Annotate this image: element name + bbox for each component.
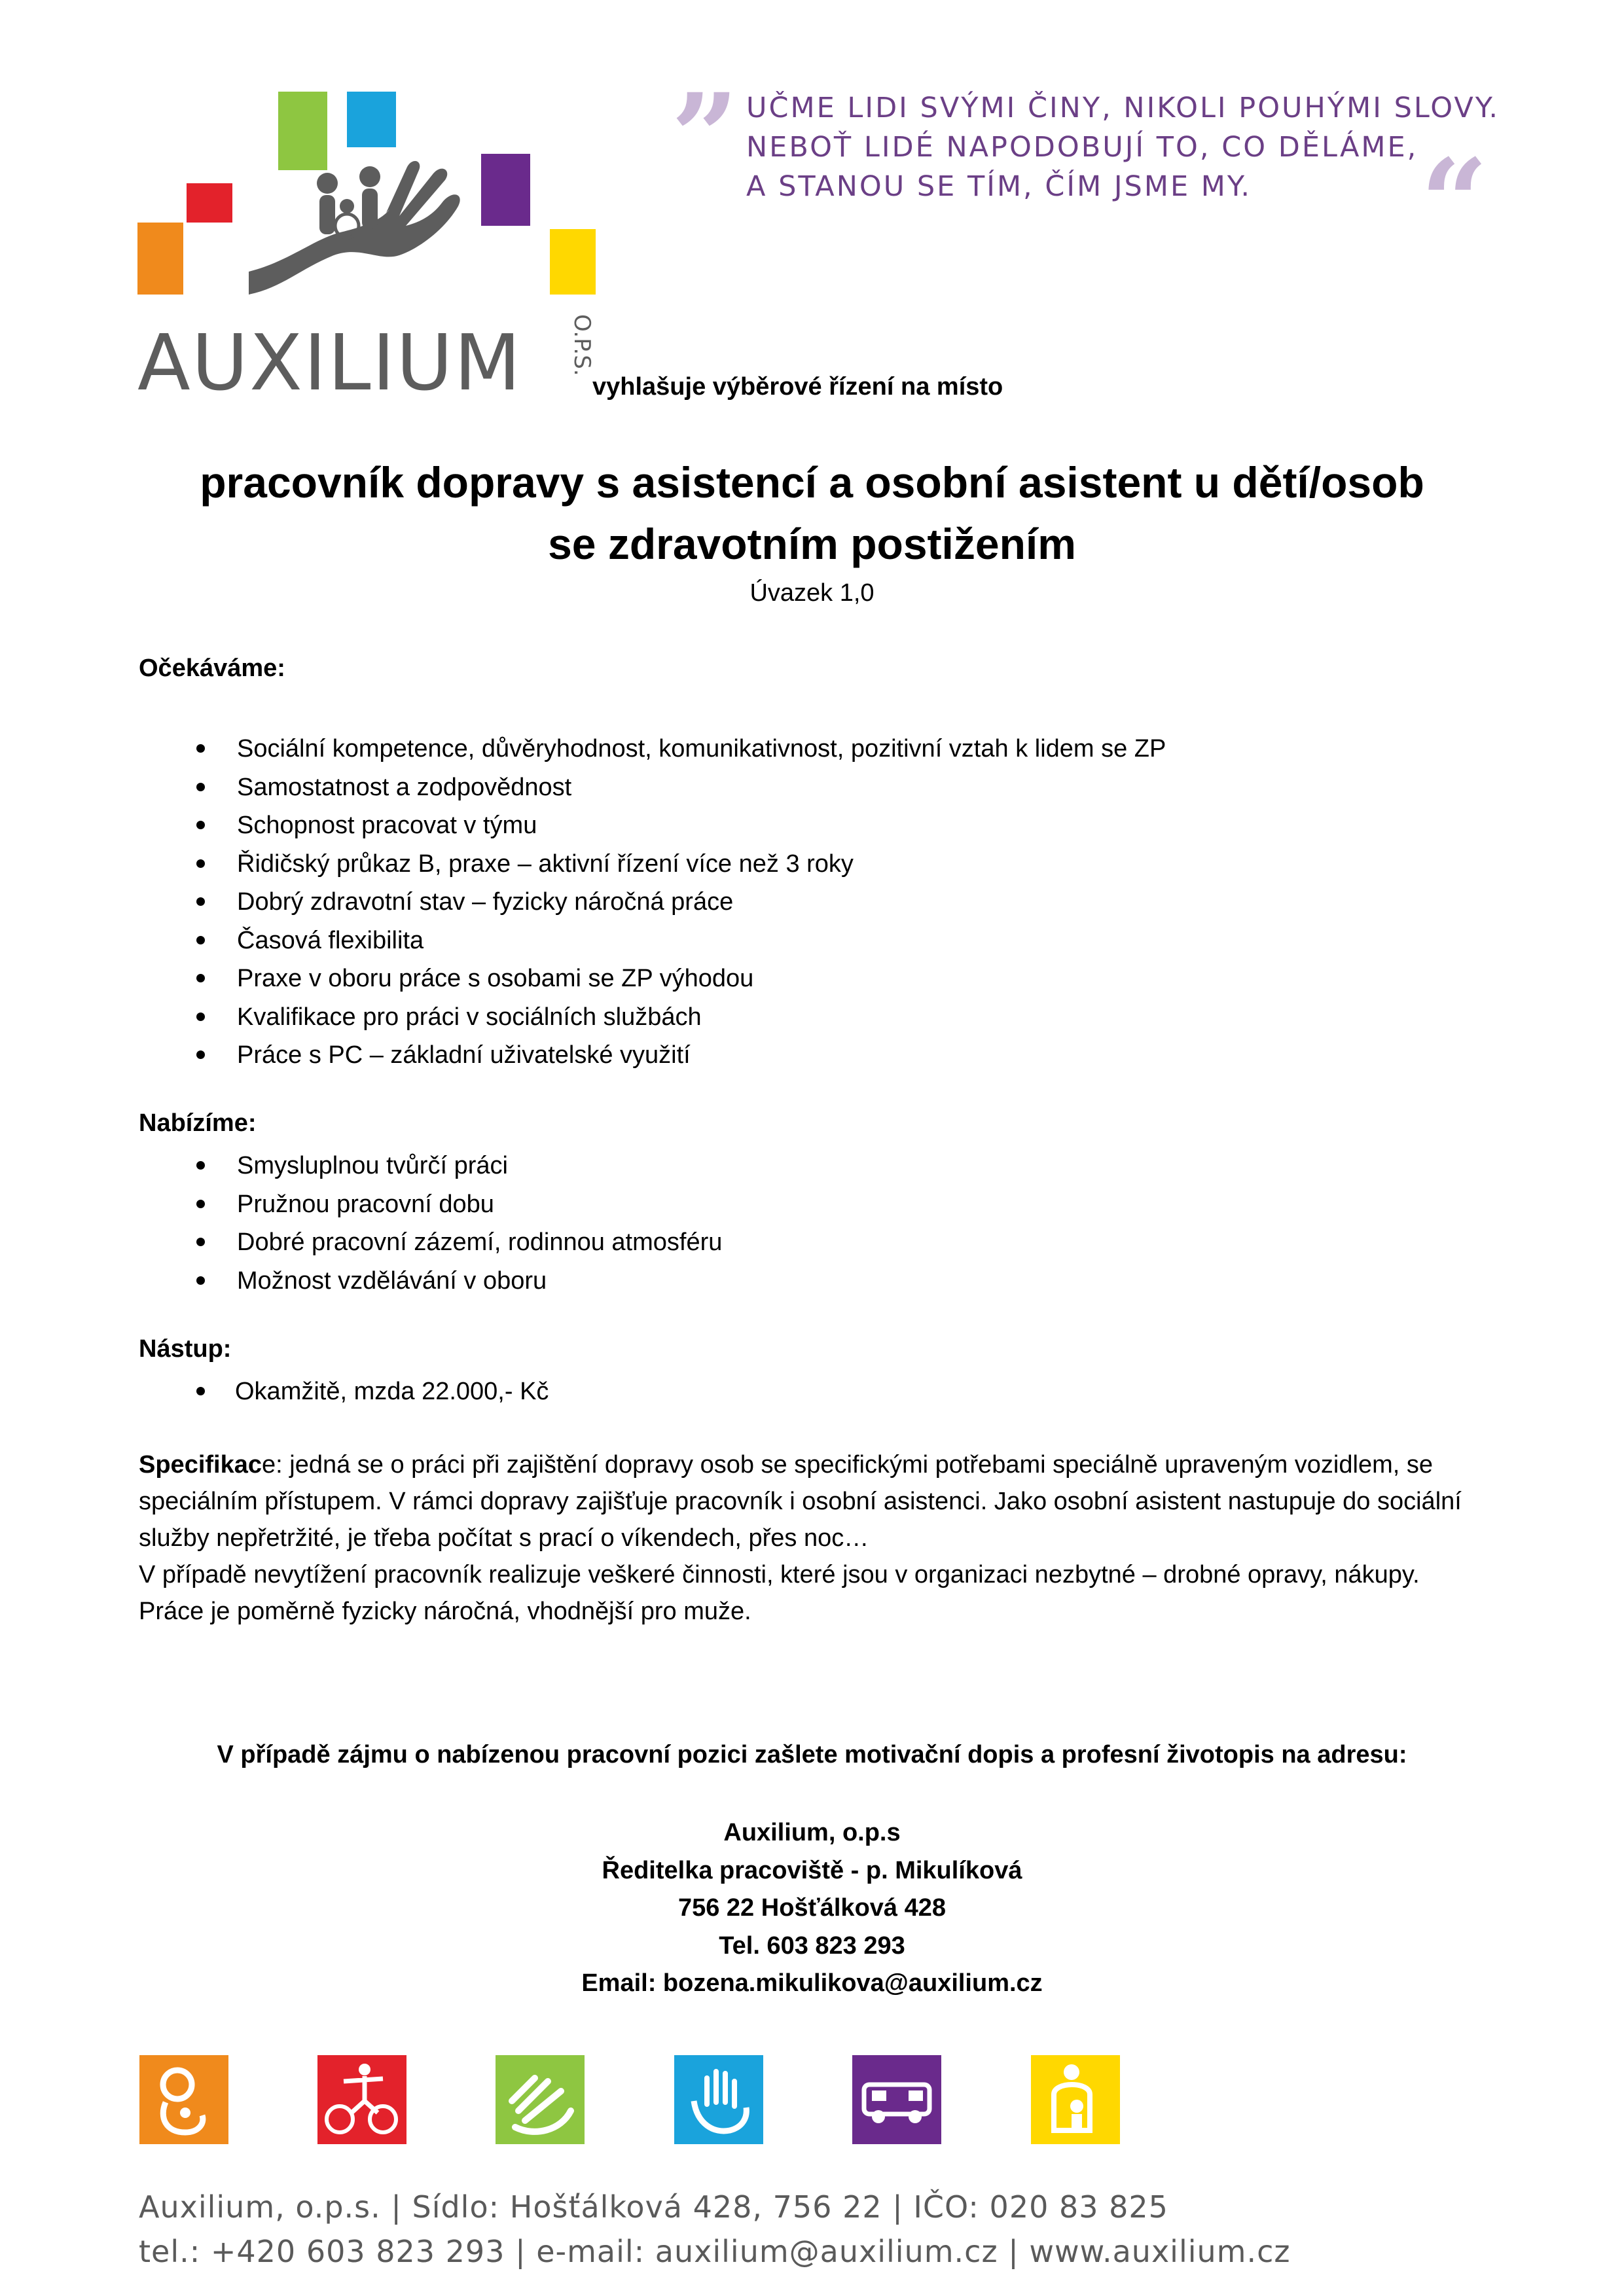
expectations-list — [139, 730, 1513, 1075]
list-item: Okamžitě, mzda 22.000,- Kč — [139, 1372, 1513, 1411]
footer-address-line: Auxilium, o.p.s. | Sídlo: Hošťálková 428, 756 22 | IČO: 020 83 825 — [139, 2189, 1168, 2225]
list-item: Řidičský průkaz B, praxe – aktivní řízení více než 3 roky — [139, 845, 1513, 884]
list-item: Sociální kompetence, důvěryhodnost, komunikativnost, pozitivní vztah k lidem se ZP — [139, 730, 1513, 768]
early-care-icon — [139, 2055, 228, 2144]
start-list — [139, 1372, 1513, 1411]
quote-line-1: UČME LIDI SVÝMI ČINY, NIKOLI POUHÝMI SLOVY. — [746, 92, 1500, 124]
list-item: Pružnou pracovní dobu — [139, 1185, 1513, 1224]
list-item: Smysluplnou tvůrčí práci — [139, 1147, 1513, 1185]
list-item: Samostatnost a zodpovědnost — [139, 768, 1513, 807]
logo-suffix: O.P.S. — [569, 314, 595, 376]
contact-address — [0, 1814, 1624, 2003]
specification-label-rest: e: — [262, 1451, 283, 1479]
specification-paragraph-1 — [139, 1446, 1507, 1556]
specification-text-1: jedná se o práci při zajištění dopravy osob se specifickými potřebami speciálně upraveným vozidlem, se speciálním přístupem. V rámci dopravy zajišťuje pracovník i osobní asistenci. Jako osobní asistent nastupuje do sociální služby nepřetržité, je třeba počítat s prací o víkendech, přes noc… — [139, 1451, 1462, 1552]
interest-note: V případě zájmu o nabízenou pracovní pozici zašlete motivační dopis a profesní životopis na adresu: — [217, 1741, 1407, 1768]
logo-graphic — [137, 92, 596, 399]
offer-list — [139, 1147, 1513, 1300]
quote-line-2: NEBOŤ LIDÉ NAPODOBUJÍ TO, CO DĚLÁME, — [746, 131, 1418, 164]
job-title — [0, 452, 1624, 575]
close-quote-icon: “ — [1420, 134, 1489, 272]
sign-language-icon — [674, 2055, 763, 2144]
workload: Úvazek 1,0 — [749, 579, 875, 607]
specification-paragraph-2: V případě nevytížení pracovník realizuje veškeré činnosti, které jsou v organizaci nezbytné – drobné opravy, nákupy. — [139, 1561, 1420, 1588]
list-item: Praxe v oboru práce s osobami se ZP výhodou — [139, 960, 1513, 998]
motto-quote — [671, 68, 1515, 272]
family-children-icon — [317, 2055, 406, 2144]
auxilium-logo — [137, 92, 596, 399]
specification-label: Specifikac — [139, 1451, 262, 1479]
specification — [139, 1446, 1507, 1630]
footer-contact-line: tel.: +420 603 823 293 | e-mail: auxilium@auxilium.cz | www.auxilium.cz — [139, 2234, 1291, 2269]
job-title-line-2: se zdravotním postižením — [548, 520, 1076, 568]
list-item: Časová flexibilita — [139, 922, 1513, 960]
logo-wordmark: AUXILIUM — [137, 317, 522, 399]
address-org: Auxilium, o.p.s — [723, 1819, 901, 1846]
hands-icon — [496, 2055, 585, 2144]
address-contact-person: Ředitelka pracoviště - p. Mikulíková — [602, 1856, 1022, 1884]
address-email: Email: bozena.mikulikova@auxilium.cz — [581, 1969, 1043, 1997]
assistance-people-icon — [1031, 2055, 1120, 2144]
specification-paragraph-3: Práce je poměrně fyzicky náročná, vhodnější pro muže. — [139, 1598, 751, 1625]
address-street: 756 22 Hošťálková 428 — [677, 1894, 947, 1922]
quote-line-3: A STANOU SE TÍM, ČÍM JSME MY. — [746, 170, 1252, 203]
list-item: Schopnost pracovat v týmu — [139, 806, 1513, 845]
list-item: Dobré pracovní zázemí, rodinnou atmosféru — [139, 1223, 1513, 1262]
transport-van-icon — [852, 2055, 941, 2144]
list-item: Práce s PC – základní uživatelské využití — [139, 1036, 1513, 1075]
expectations-heading: Očekáváme: — [139, 655, 285, 682]
job-title-line-1: pracovník dopravy s asistencí a osobní asistent u dětí/osob — [200, 458, 1424, 507]
address-phone: Tel. 603 823 293 — [719, 1931, 905, 1960]
offer-heading: Nabízíme: — [139, 1109, 257, 1137]
list-item: Dobrý zdravotní stav – fyzicky náročná práce — [139, 883, 1513, 922]
open-quote-icon: ” — [671, 68, 739, 206]
list-item: Kvalifikace pro práci v sociálních službách — [139, 998, 1513, 1037]
announcement: vyhlašuje výběrové řízení na místo — [592, 373, 1003, 401]
start-heading: Nástup: — [139, 1335, 232, 1363]
list-item: Možnost vzdělávání v oboru — [139, 1262, 1513, 1300]
